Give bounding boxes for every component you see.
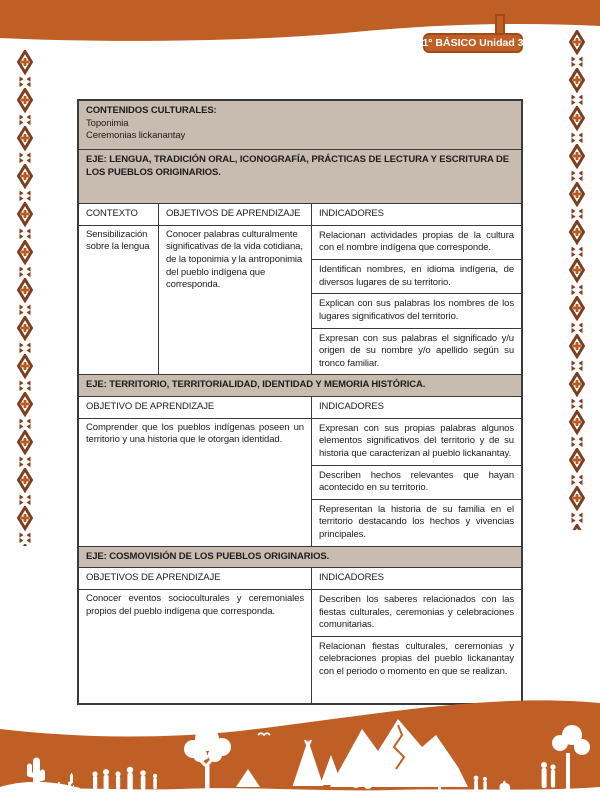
andean-textile-border-left-icon (17, 50, 33, 546)
indicador-cell: Describen los saberes relacionados con las fiestas culturales, ceremonias y celebraciones comunitarias. (312, 590, 521, 637)
objetivo-cell: Conocer palabras culturalmente significativas de la vida cotidiana, de la toponimia y la antroponimia del pueblo indígena que corresponda. (159, 226, 312, 375)
column-header-indicadores: INDICADORES (319, 208, 384, 220)
objetivo-cell: Comprender que los pueblos indígenas poseen un territorio y una historia que le otorgan identidad. (79, 419, 312, 546)
cultural-contents-box (79, 101, 521, 150)
column-header-objetivos: OBJETIVOS DE APRENDIZAJE (159, 204, 312, 225)
column-header-row (79, 397, 521, 419)
unit-badge: 1° BÁSICO Unidad 3 (423, 33, 523, 53)
table-row (79, 590, 521, 703)
indicador-cell: Expresan con sus palabras el significado y/u origen de su nombre y/o apellido según su tronco familiar. (319, 332, 514, 369)
column-header-objetivos: OBJETIVOS DE APRENDIZAJE (79, 568, 312, 589)
column-header-contexto: CONTEXTO (79, 204, 159, 225)
column-header-indicadores: INDICADORES (319, 572, 384, 584)
indicador-cell: Relacionan actividades propias de la cultura con el nombre indígena que corresponde. (312, 226, 521, 260)
eje-header-lengua: EJE: LENGUA, TRADICIÓN ORAL, ICONOGRAFÍA, PRÁCTICAS DE LECTURA Y ESCRITURA DE LOS PUEBLOS ORIGINARIOS. (79, 150, 521, 204)
column-header-indicadores: INDICADORES (319, 401, 384, 412)
curriculum-table (77, 99, 523, 705)
objetivo-cell: Conocer eventos socioculturales y ceremoniales propios del pueblo indígena que corresponda. (79, 590, 312, 703)
column-header-row (79, 568, 521, 590)
eje-header-territorio: EJE: TERRITORIO, TERRITORIALIDAD, IDENTIDAD Y MEMORIA HISTÓRICA. (79, 375, 521, 397)
cultural-contents-title: CONTENIDOS CULTURALES: (86, 105, 217, 116)
indicadores-stack (312, 590, 521, 703)
eje-header-cosmovision: EJE: COSMOVISIÓN DE LOS PUEBLOS ORIGINARIOS. (79, 547, 521, 569)
indicador-cell: Expresan con sus propias palabras algunos elementos significativos del territorio y de su historia que caracterizan al pueblo lickanantay. (312, 419, 521, 466)
indicadores-stack (312, 226, 521, 375)
indicador-cell: Identifican nombres, en idioma indígena, de diversos lugares de su territorio. (312, 260, 521, 294)
cultural-content-item: Ceremonias lickanantay (86, 130, 186, 142)
indicador-cell: Representan la historia de su familia en el territorio destacando los hechos y vivencias principales. (319, 503, 514, 540)
column-header-row (79, 204, 521, 226)
indicadores-stack (312, 419, 521, 546)
indicador-cell: Explican con sus palabras los nombres de los lugares significativos del territorio. (312, 294, 521, 328)
column-header-objetivo: OBJETIVO DE APRENDIZAJE (79, 397, 312, 418)
table-row (79, 226, 521, 376)
contexto-cell: Sensibilización sobre la lengua (79, 226, 159, 375)
andean-textile-border-right-icon (569, 30, 585, 530)
desert-landscape-silhouette-icon (0, 695, 600, 800)
cultural-content-item: Toponimia (86, 117, 129, 129)
indicador-cell: Relacionan fiestas culturales, ceremonias y celebraciones propias del pueblo lickanantay con el periodo o momento en que se realizan. (319, 640, 514, 677)
table-row (79, 419, 521, 547)
indicador-cell: Describen hechos relevantes que hayan acontecido en su territorio. (312, 466, 521, 500)
